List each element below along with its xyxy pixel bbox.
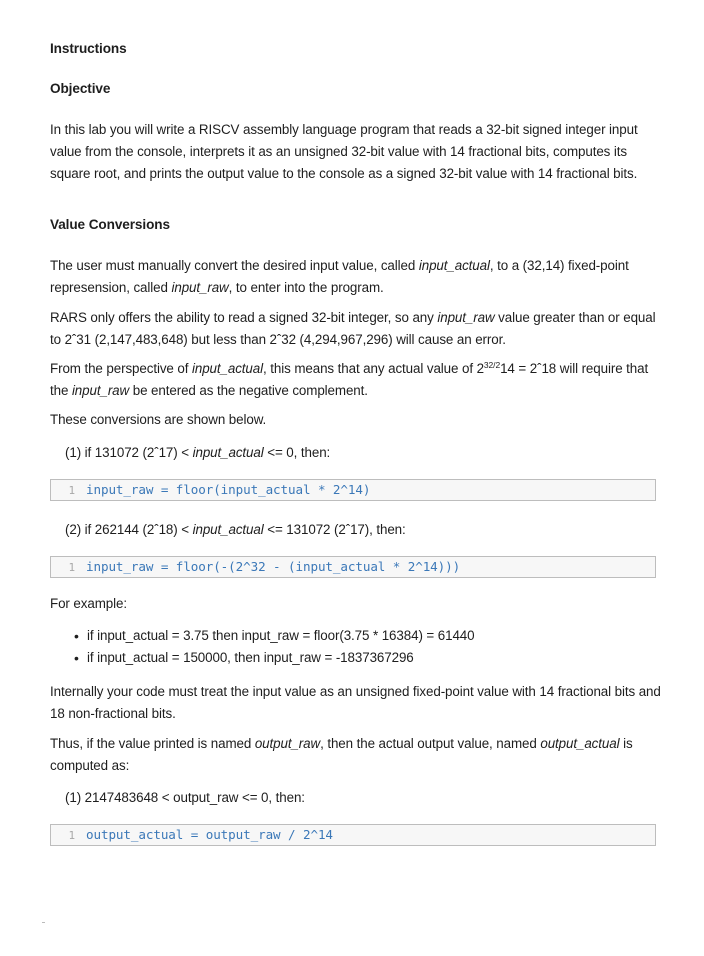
heading-objective: Objective <box>50 81 111 96</box>
case-1-condition: (1) if 131072 (2ˆ17) < input_actual <= 0, then: <box>65 445 331 460</box>
list-item: • if input_actual = 3.75 then input_raw = floor(3.75 * 16384) = 61440 <box>74 625 654 647</box>
term-input-actual: input_actual <box>191 361 264 376</box>
term-input-actual: input_actual <box>418 258 490 273</box>
line-number: 1 <box>68 829 75 842</box>
code-line: input_raw = floor(input_actual * 2^14) <box>86 482 371 497</box>
term-input-raw: input_raw <box>71 383 130 398</box>
example-list <box>74 625 654 669</box>
internal-paragraph: Internally your code must treat the input value as an unsigned fixed-point value with 14 fractional bits and 18 non-fractional bits. <box>50 684 661 721</box>
case-3-condition: (1) 2147483648 < output_raw <= 0, then: <box>65 790 305 805</box>
term-input-raw: input_raw <box>437 310 495 325</box>
term-output-raw: output_raw <box>254 736 321 751</box>
perspective-paragraph: From the perspective of input_actual, this means that any actual value of $2^{32/2}14$ = 2ˆ18 will require that the input_raw be entered as the negative complement. <box>50 360 649 398</box>
exponent: 32/2 <box>483 360 501 370</box>
code-block-3 <box>50 824 656 846</box>
term-input-raw: input_raw <box>171 280 229 295</box>
for-example-text: For example: <box>50 596 127 611</box>
code-block-1 <box>50 479 656 501</box>
line-number: 1 <box>68 561 75 574</box>
code-block-2 <box>50 556 656 578</box>
stray-mark <box>42 922 45 923</box>
thus-paragraph: Thus, if the value printed is named output_raw, then the actual output value, named output_actual is computed as: <box>50 736 633 773</box>
objective-paragraph: In this lab you will write a RISCV assembly language program that reads a 32-bit signed integer input value from the console, interprets it as an unsigned 32-bit value with 14 fractional bits, computes its square root, and prints the output value to the console as a signed 32-bit value with 14 fractional bits. <box>50 122 638 181</box>
code-line: input_raw = floor(-(2^32 - (input_actual * 2^14))) <box>86 559 461 574</box>
heading-instructions: Instructions <box>50 41 127 56</box>
list-item: • if input_actual = 150000, then input_raw = -1837367296 <box>74 647 654 669</box>
conversion-paragraph: The user must manually convert the desired input value, called input_actual, to a (32,14) fixed-point represension, called input_raw, to enter into the program. <box>50 258 629 295</box>
shown-below-text: These conversions are shown below. <box>50 412 267 427</box>
line-number: 1 <box>68 484 75 497</box>
case-2-condition: (2) if 262144 (2ˆ18) < input_actual <= 131072 (2ˆ17), then: <box>65 522 406 537</box>
rars-paragraph: RARS only offers the ability to read a signed 32-bit integer, so any input_raw value greater than or equal to 2ˆ31 (2,147,483,648) but less than 2ˆ32 (4,294,967,296) will cause an error. <box>50 310 656 347</box>
term-output-actual: output_actual <box>540 736 620 751</box>
code-line: output_actual = output_raw / 2^14 <box>86 827 333 842</box>
heading-value-conversions: Value Conversions <box>50 217 170 232</box>
